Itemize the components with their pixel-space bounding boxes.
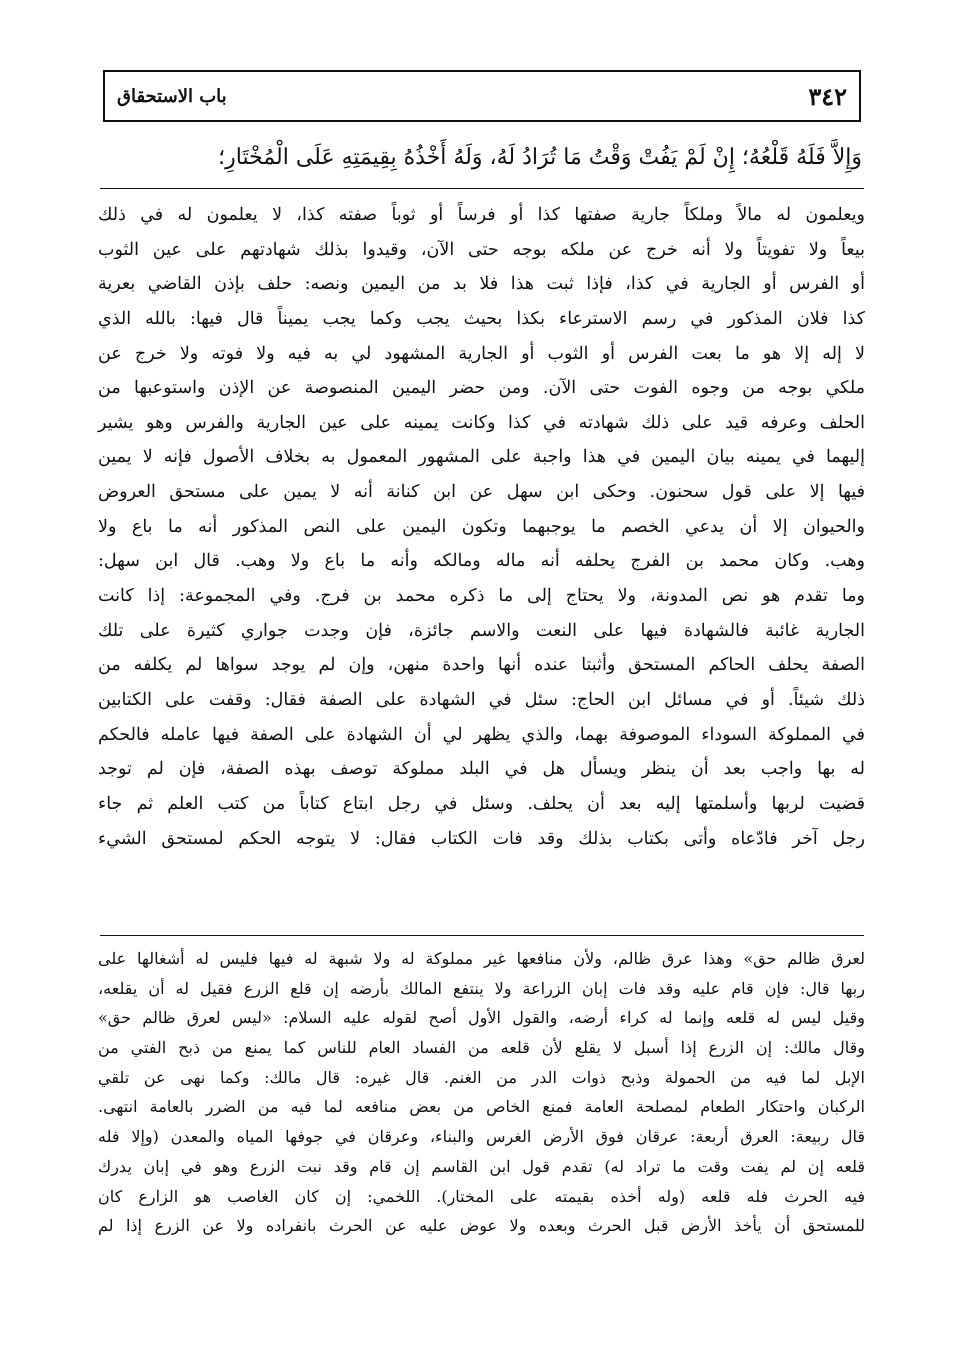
matn-text: وَإِلاَّ فَلَهُ قَلْعُهُ؛ إِنْ لَمْ يَفُتْ وَقْتُ مَا تُرَادُ لَهُ، وَلَهُ أَخْذُهُ بِقِيمَتِهِ عَلَى الْمُخْتَارِ؛ <box>218 145 862 170</box>
footnotes-block <box>98 944 865 1241</box>
commentary-line: الصفة يحلف الحاكم المستحق وأثبتا عنده أنها واحدة منهن، وإن لم يوجد سواها لم يكلفه من <box>98 655 865 676</box>
footnote-line: لعرق ظالم حق» وهذا عرق ظالم، ولأن منافعها غير مملوكة له ولا شبهة له فيها فليس له أشغالها على <box>98 949 865 968</box>
commentary-line: ملكي بوجه من وجوه الفوت حتى الآن. ومن حضر اليمين المنصوصة عن الإذن واستوعبها من <box>98 378 865 399</box>
footnote-line: للمستحق أن يأخذ الأرض قبل الحرث وبعده ولا عوض عليه عن الحرث بانفراده ولا عن الزرع إذا لم <box>98 1216 866 1236</box>
footnote-line: وقال مالك: إن الزرع إذا أسبل لا يقلع لأن قلعه من الفساد العام للناس كما يمنع من ذبح الفتي من <box>98 1038 866 1058</box>
page-header <box>103 70 861 122</box>
commentary-line: وما تقدم هو نص المدونة، ولا يحتاج إلى ما ذكره محمد بن فرج. وفي المجموعة: إذا كانت <box>98 586 865 607</box>
footnote-line: قال ربيعة: العرق أربعة: عرقان فوق الأرض الغرس والبناء، وعرقان في جوفها المياه والمعدن (وإلا فله <box>98 1127 865 1147</box>
footnote-line: ربها قال: فإن قام عليه وقد فات إبان الزراعة ولا ينتفع المالك بأرضه إن قلع الزرع فقيل له أن يقلعه، <box>98 978 865 998</box>
chapter-title: باب الاستحقاق <box>117 86 227 107</box>
footnote-line: الركبان واحتكار الطعام لمصلحة العامة فمنع الخاص من بعض منافعه لما فيه من الضرر بالعامة انتهى. <box>98 1097 866 1117</box>
commentary-line: إليهما في يمينه بيان اليمين في هذا واجبة على المشهور المعمول به بخلاف الأصول فإنه لا يمين <box>98 447 865 468</box>
footnote-line: قلعه إن لم يفت وقت ما تراد له) تقدم قول ابن القاسم إن قام وقد نبت الزرع وهو في إبان يدرك <box>98 1156 865 1176</box>
commentary-line: بيعاً ولا تفويتاً ولا أنه خرج عن ملكه بوجه حتى الآن، وقيدوا بذلك شهادتهم على عين الثوب <box>98 239 865 260</box>
commentary-line: وهب. وكان محمد بن الفرج يحلفه أنه ماله ومالكه وأنه ما باع ولا وهب. قال ابن سهل: <box>98 551 865 572</box>
footnote-line: فيه الحرث فله قلعه (وله أخذه بقيمته على المختار). اللخمي: إن كان الغاصب هو الزارع كان <box>98 1186 865 1206</box>
footnote-divider <box>100 935 864 936</box>
commentary-line: ويعلمون له مالاً وملكاً جارية صفتها كذا أو فرساً أو ثوباً صفته كذا، لا يعلمون له في ذلك <box>98 205 865 225</box>
footnote-line: الإبل لما فيه من الحمولة وذبح ذوات الدر من الغنم. قال غيره: قال مالك: وكما نهى عن تلقي <box>98 1067 865 1087</box>
commentary-line: كذا فلان المذكور في رسم الاسترعاء بكذا بحيث يجب وكما يجب يميناً قال فيها: بالله الذي <box>98 308 865 329</box>
footnote-line: وقيل ليس له قلعه وإنما له كراء أرضه، والقول الأول أصح لقوله عليه السلام: «ليس لعرق ظالم حق» <box>98 1008 865 1028</box>
top-divider <box>100 188 864 189</box>
commentary-line: له بها واجب بعد أن ينظر ويسأل هل في البلد مملوكة توصف بهذه الصفة، فإن لم توجد <box>98 759 865 780</box>
page-number: ٣٤٢ <box>808 82 847 111</box>
commentary-line: الحلف وعرفه قيد على ذلك شهادته في كذا وكانت يمينه على عين الجارية والفرس وهو يشير <box>98 412 865 433</box>
commentary-line: لا إله إلا هو ما بعت الفرس أو الثوب أو الجارية المشهود لي به فيه ولا فوته ولا خرج عن <box>98 343 865 364</box>
commentary-line: رجل آخر فادّعاه وأتى بكتاب بذلك وقد فات الكتاب فقال: لا يتوجه الحكم لمستحق الشيء <box>98 828 865 849</box>
commentary-line: الجارية غائبة فالشهادة فيها على النعت والاسم جائزة، فإن وجدت جواري كثيرة على تلك <box>98 620 865 641</box>
commentary-block <box>98 198 865 856</box>
commentary-line: قضيت لربها وأسلمتها إليه بعد أن يحلف. وسئل في رجل ابتاع كتاباً من كتب العلم ثم جاء <box>98 793 865 814</box>
commentary-line: في المملوكة السوداء الموصوفة بهما، والذي يظهر لي أن الشهادة على الصفة فيها عامله فالحكم <box>98 724 865 745</box>
commentary-line: أو الفرس أو الجارية في كذا، فإذا ثبت هذا فلا بد من اليمين ونصه: حلف بإذن القاضي بعرية <box>98 274 865 295</box>
commentary-line: فيها إلا على قول سحنون. وحكى ابن سهل عن ابن كنانة أنه لا يمين على مستحق العروض <box>98 482 865 503</box>
commentary-line: والحيوان إلا أن يدعي الخصم ما يوجبهما وتكون اليمين على النص المذكور أنه ما باع ولا <box>98 516 865 537</box>
commentary-line: ذلك شيئاً. أو في مسائل ابن الحاج: سئل في الشهادة على الصفة فقال: وقفت على الكتابين <box>98 689 865 710</box>
